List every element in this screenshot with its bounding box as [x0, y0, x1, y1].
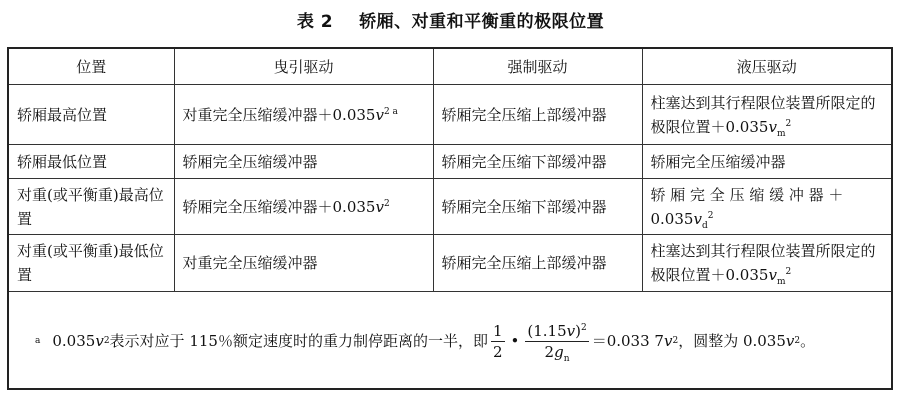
footnote: a 0.035 v 2 表示对应于 115％额定速度时的重力制停距离的一半，即 $\frac{1}{2}$ • $\frac{(1.15v)^2}{2g_n}$ ＝0.033 7 v 2 ，圆整为 0.035 v 2 。 [9, 292, 891, 391]
cell-hydraulic: 轿 厢 完 全 压 缩 缓 冲 器 ＋ $0.035v_d^2$ [642, 179, 891, 235]
cell-hydraulic: 柱塞达到其行程限位装置所限定的极限位置$+0.035v_m^2$ [642, 235, 891, 292]
cell-hydraulic: 柱塞达到其行程限位装置所限定的极限位置$+0.035v_m^2$ [642, 85, 891, 145]
footnote-row [9, 292, 891, 391]
cell-position: 轿厢最高位置 [9, 85, 174, 145]
fraction-velocity: $\frac{(1.15v)^2}{2g_n}$ [527, 321, 587, 364]
limit-position-table [7, 47, 893, 390]
table-row [9, 145, 891, 179]
cell-traction: 轿厢完全压缩缓冲器$+0.035v^2$ [174, 179, 433, 235]
cell-traction: 对重完全压缩缓冲器 [174, 235, 433, 292]
table-row [9, 235, 891, 292]
header-position: 位置 [9, 49, 174, 85]
cell-position: 对重(或平衡重)最低位置 [9, 235, 174, 292]
cell-forced: 轿厢完全压缩下部缓冲器 [433, 145, 642, 179]
header-forced: 强制驱动 [433, 49, 642, 85]
table-number: 表 2 [296, 12, 334, 32]
cell-position: 轿厢最低位置 [9, 145, 174, 179]
cell-traction: 对重完全压缩缓冲器$+0.035v^{2 a}$ [174, 85, 433, 145]
table-row [9, 85, 891, 145]
fraction-half: $\frac{1}{2}$ [492, 321, 503, 361]
cell-hydraulic: 轿厢完全压缩缓冲器 [642, 145, 891, 179]
table-row [9, 179, 891, 235]
footnote-text: 表示对应于 115％额定速度时的重力制停距离的一半，即 [109, 332, 488, 350]
header-traction: 曳引驱动 [174, 49, 433, 85]
cell-position: 对重(或平衡重)最高位置 [9, 179, 174, 235]
cell-forced: 轿厢完全压缩上部缓冲器 [433, 235, 642, 292]
cell-forced: 轿厢完全压缩下部缓冲器 [433, 179, 642, 235]
header-row [9, 49, 891, 85]
cell-forced: 轿厢完全压缩上部缓冲器 [433, 85, 642, 145]
header-hydraulic: 液压驱动 [642, 49, 891, 85]
footnote-mark: a [35, 336, 41, 346]
table-title-text: 轿厢、对重和平衡重的极限位置 [359, 12, 605, 32]
table-title [0, 7, 901, 32]
cell-traction: 轿厢完全压缩缓冲器 [174, 145, 433, 179]
